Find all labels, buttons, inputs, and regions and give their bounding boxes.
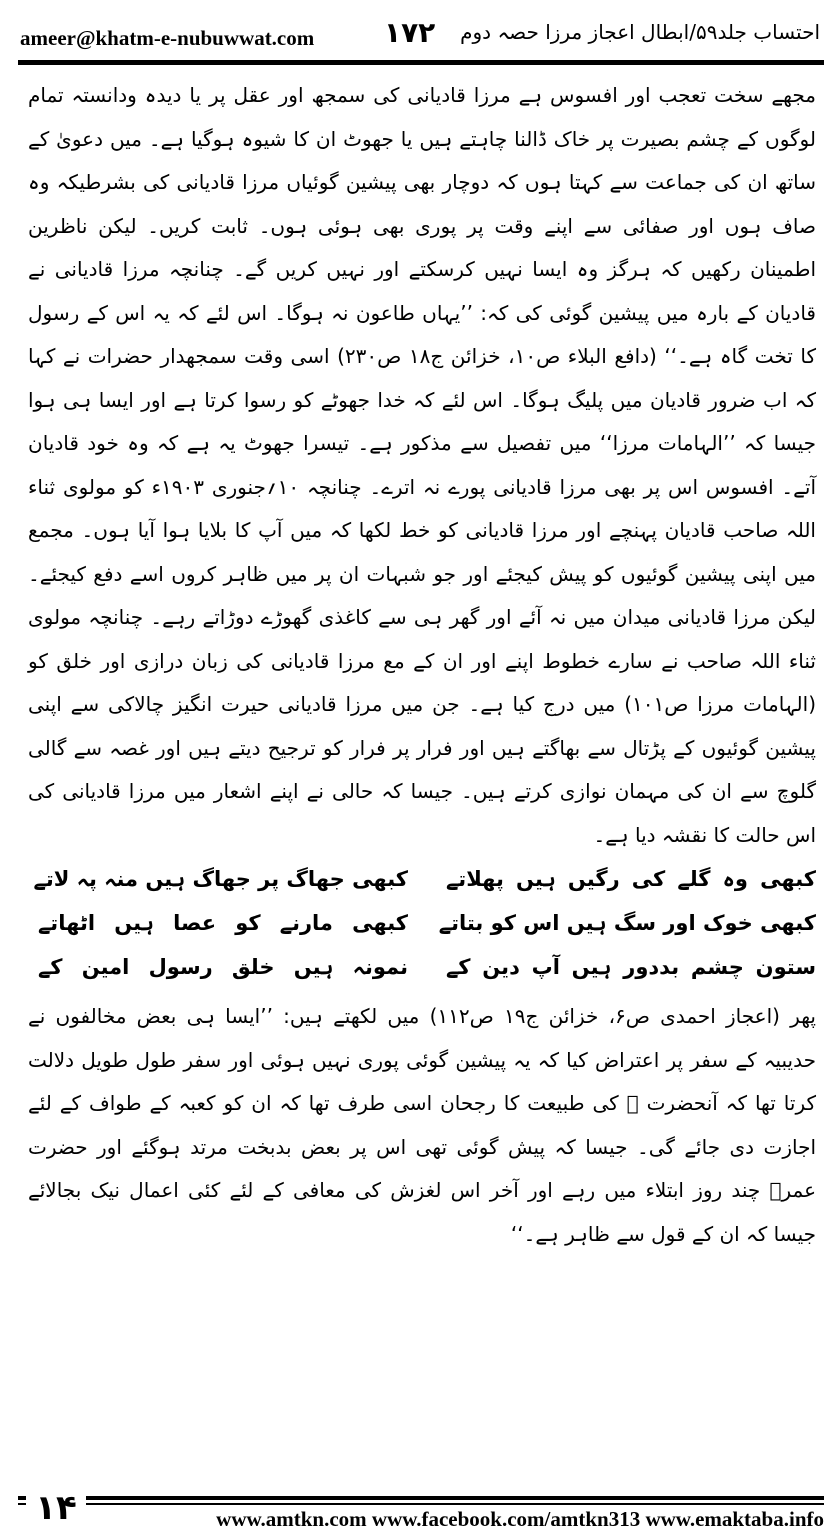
poem-couplet — [28, 857, 816, 901]
poem-couplet — [28, 901, 816, 945]
footer-rule — [18, 1496, 824, 1500]
poem-couplet — [28, 945, 816, 989]
header-email: ameer@khatm-e-nubuwwat.com — [20, 26, 315, 50]
poem-line-first: ستون چشم بددور ہیں آپ دین کے — [446, 955, 816, 979]
poem-line-second: کبھی جھاگ پر جھاگ ہیں منہ پہ لاتے — [33, 867, 408, 891]
footer-rule-thin — [18, 1503, 824, 1505]
header-rule — [18, 60, 824, 65]
paragraph: مجھے سخت تعجب اور افسوس ہے مرزا قادیانی کی سمجھ اور عقل پر یا دیدہ ودانستہ تمام لوگوں کے چشم بصیرت پر خاک ڈالنا چاہتے ہیں یا جھوٹ ان کا شیوہ ہوگیا ہے۔ میں دعویٰ کے ساتھ ان کی جماعت سے کہتا ہوں کہ دوچار بھی پیشین گوئیاں مرزا قادیانی کی بشرطیکہ وہ صاف ہوں اور صفائی سے اپنے وقت پر پوری بھی ہوئی ہوں۔ ثابت کریں۔ لیکن ناظرین اطمینان رکھیں کہ ہرگز وہ ایسا نہیں کرسکتے اور نہیں کریں گے۔ چنانچہ مرزا قادیانی نے قادیان کے بارہ میں پیشین گوئی کی کہ: ’’یہاں طاعون نہ ہوگا۔ اس لئے کہ یہ اس کے رسول کا تخت گاہ ہے۔‘‘ (دافع البلاء ص۱۰، خزائن ج۱۸ ص۲۳۰) اسی وقت سمجھدار حضرات نے کہا کہ اب ضرور قادیان میں پلیگ ہوگا۔ اس لئے کہ خدا جھوٹے کو رسوا کرتا ہے اور ایسا ہی ہوا جیسا کہ ’’الہامات مرزا‘‘ میں تفصیل سے مذکور ہے۔ تیسرا جھوٹ یہ ہے کہ وہ خود قادیان آتے۔ افسوس اس پر بھی مرزا قادیانی پورے نہ اترے۔ چنانچہ ۱۰؍جنوری ۱۹۰۳ء کو مولوی ثناء اللہ صاحب قادیان پہنچے اور مرزا قادیانی کو خط لکھا کہ میں آپ کا بلایا ہوا آیا ہوں۔ مجمع میں اپنی پیشین گوئیوں کو پیش کیجئے اور جو شبہات ان پر میں ظاہر کروں اسے دفع کیجئے۔ لیکن مرزا قادیانی میدان میں نہ آئے اور گھر ہی سے کاغذی گھوڑے دوڑاتے رہے۔ چنانچہ مولوی ثناء اللہ صاحب نے سارے خطوط اپنے اور ان کے مع مرزا قادیانی کی زبان درازی اور خلق کو (الہامات مرزا ص۱۰۱) میں درج کیا ہے۔ جن میں مرزا قادیانی حیرت انگیز چالاکی سے اپنی پیشین گوئیوں کے پڑتال سے بھاگتے ہیں اور فرار پر فرار کو ترجیح دیتے ہیں اور غصہ سے گالی گلوچ سے ان کی مہمان نوازی کرتے ہیں۔ جیسا کہ حالی نے اپنے اشعار میں مرزا قادیانی کی اس حالت کا نقشہ دیا ہے۔ — [28, 83, 817, 847]
footer-links: www.amtkn.com www.facebook.com/amtkn313 www.emaktaba.info — [216, 1507, 824, 1531]
poem-line-first: کبھی خوک اور سگ ہیں اس کو بتاتے — [438, 911, 816, 935]
paragraph: پھر (اعجاز احمدی ص۶، خزائن ج۱۹ ص۱۱۲) میں لکھتے ہیں: ’’ایسا ہی بعض مخالفوں نے حدیبیہ کے سفر پر اعتراض کیا کہ یہ پیشین گوئی پوری نہیں ہوئی اور سفر طول طویل دلالت کرتا تھا کہ آنحضرت ﷺ کی طبیعت کا رجحان اسی طرف تھا کہ ان کو کعبہ کے طواف کے لئے اجازت دی جائے گی۔ جیسا کہ پیش گوئی تھی اس پر بعض بدبخت مرتد ہوگئے اور حضرت عمرؓ چند روز ابتلاء میں رہے اور آخر اس لغزش کی معافی کے لئے کئی اعمال نیک بجالائے جیسا کہ ان کے قول سے ظاہر ہے۔‘‘ — [28, 1004, 816, 1246]
poem-line-second: کبھی مارنے کو عصا ہیں اٹھاتے — [38, 911, 408, 935]
folio-number: ۱۴ — [26, 1484, 86, 1532]
poem-line-second: نمونہ ہیں خلق رسول امین کے — [38, 955, 408, 979]
header-title: احتساب جلد۵۹/ابطال اعجاز مرزا حصہ دوم — [460, 20, 820, 44]
poem — [28, 857, 816, 995]
header-page-number: ۱۷۲ — [384, 16, 436, 49]
poem-line-first: کبھی وہ گلے کی رگیں ہیں پھلاتے — [446, 867, 816, 891]
main-text — [28, 74, 816, 1256]
running-header — [18, 14, 824, 54]
